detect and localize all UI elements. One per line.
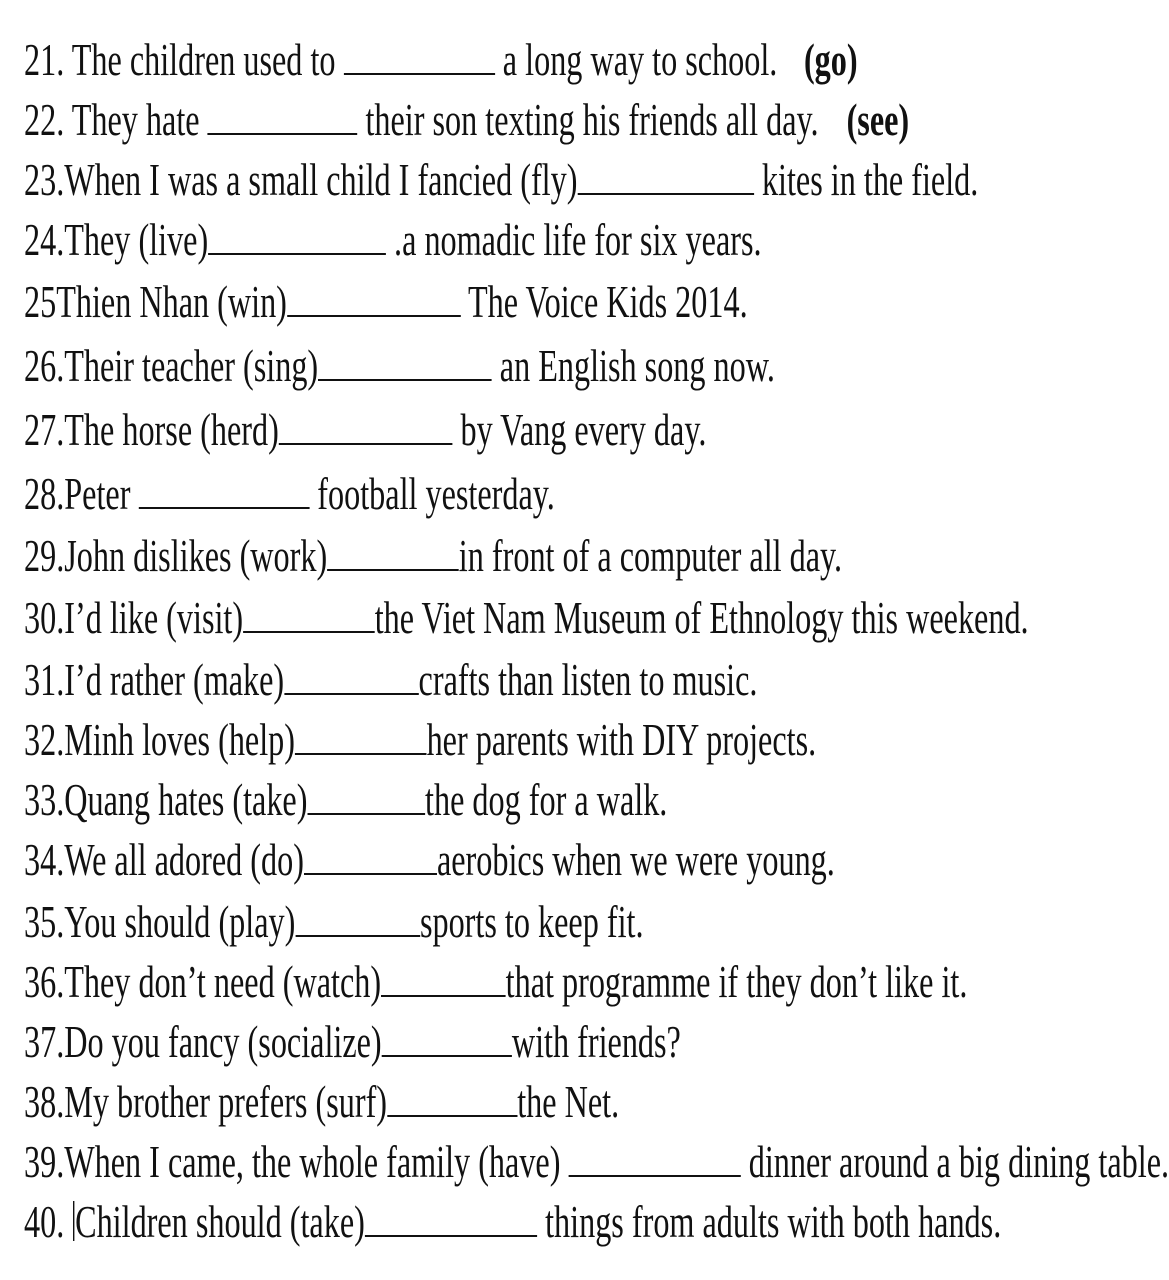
question-number: 28.	[24, 468, 65, 519]
question-row	[24, 588, 1029, 648]
question-text-after: her parents with DIY projects.	[426, 714, 817, 765]
question-text-after: .a nomadic life for six years.	[385, 214, 762, 265]
question-text-before: They hate	[71, 94, 208, 145]
question-text-after: kites in the field.	[753, 154, 979, 205]
answer-blank[interactable]	[284, 657, 418, 695]
answer-blank[interactable]	[381, 959, 506, 997]
question-number: 25	[24, 276, 57, 327]
question-number: 23.	[24, 154, 65, 205]
question-text-after: a long way to school.	[494, 34, 778, 85]
question-row	[24, 90, 1004, 150]
question-text-before: My brother prefers (surf)	[64, 1076, 388, 1127]
question-row	[24, 952, 1004, 1012]
question-text-before: We all adored (do)	[64, 834, 304, 885]
answer-blank[interactable]	[344, 37, 495, 75]
question-number: 39.	[24, 1136, 65, 1187]
question-number: 37.	[24, 1016, 65, 1067]
question-number: 35.	[24, 896, 65, 947]
answer-blank[interactable]	[287, 279, 461, 317]
verb-hint: (go)	[803, 34, 858, 85]
question-text-after: that programme if they don’t like it.	[505, 956, 968, 1007]
answer-blank[interactable]	[138, 471, 309, 509]
question-row	[24, 272, 1004, 332]
question-number: 29.	[24, 530, 65, 581]
answer-blank[interactable]	[387, 1079, 517, 1117]
question-text-after: football yesterday.	[309, 468, 555, 519]
question-row	[24, 150, 1004, 210]
question-text-after: by Vang every day.	[452, 404, 707, 455]
question-text-before: They don’t need (watch)	[64, 956, 382, 1007]
question-text-after: The Voice Kids 2014.	[460, 276, 748, 327]
answer-blank[interactable]	[307, 777, 425, 815]
question-text-before: You should (play)	[64, 896, 296, 947]
question-number: 30.	[24, 592, 65, 643]
answer-blank[interactable]	[569, 1139, 741, 1177]
question-row	[24, 210, 1004, 270]
question-text-after: in front of a computer all day.	[458, 530, 843, 581]
question-number: 31.	[24, 654, 65, 705]
question-text-before: The horse (herd)	[64, 404, 279, 455]
question-text-after: their son texting his friends all day.	[357, 94, 819, 145]
question-row	[24, 30, 1004, 90]
question-text-after: things from adults with both hands.	[537, 1196, 1002, 1247]
question-text-after: the Viet Nam Museum of Ethnology this weekend.	[374, 592, 1029, 643]
answer-blank[interactable]	[295, 717, 427, 755]
answer-blank[interactable]	[243, 595, 375, 633]
question-number: 38.	[24, 1076, 65, 1127]
question-number: 27.	[24, 404, 65, 455]
question-number: 21.	[24, 34, 72, 85]
verb-hint: (see)	[846, 94, 910, 145]
question-row	[24, 830, 1004, 890]
answer-blank[interactable]	[295, 899, 420, 937]
question-text-before: Minh loves (help)	[64, 714, 295, 765]
question-row	[24, 710, 1004, 770]
question-row	[24, 770, 1004, 830]
question-row	[24, 892, 1004, 952]
question-row	[24, 526, 1004, 586]
question-row	[24, 1132, 1169, 1192]
answer-blank[interactable]	[318, 343, 492, 381]
question-text-before: Do you fancy (socialize)	[64, 1016, 382, 1067]
question-number: 33.	[24, 774, 65, 825]
question-text-before: Children should (take)	[75, 1196, 365, 1247]
answer-blank[interactable]	[208, 97, 358, 135]
question-text-before: Peter	[64, 468, 139, 519]
answer-blank[interactable]	[304, 837, 437, 875]
question-text-after: with friends?	[511, 1016, 681, 1067]
question-text-before: Their teacher (sing)	[64, 340, 319, 391]
question-text-before: When I came, the whole family (have)	[64, 1136, 569, 1187]
question-row	[24, 464, 1004, 524]
question-number: 26.	[24, 340, 65, 391]
question-text-before: The children used to	[71, 34, 344, 85]
question-number: 24.	[24, 214, 65, 265]
answer-blank[interactable]	[327, 533, 459, 571]
answer-blank[interactable]	[382, 1019, 512, 1057]
question-row	[24, 1072, 1004, 1132]
answer-blank[interactable]	[365, 1199, 537, 1237]
question-number: 22.	[24, 94, 72, 145]
question-text-before: They (live)	[64, 214, 209, 265]
question-text-before: I’d like (visit)	[64, 592, 244, 643]
answer-blank[interactable]	[279, 407, 453, 445]
question-row	[24, 650, 1004, 710]
question-text-before: When I was a small child I fancied (fly)	[64, 154, 578, 205]
question-number: 34.	[24, 834, 65, 885]
question-row	[24, 400, 1004, 460]
question-text-after: the dog for a walk.	[425, 774, 668, 825]
question-number: 40.	[24, 1196, 73, 1247]
question-text-after: an English song now.	[491, 340, 775, 391]
answer-blank[interactable]	[208, 217, 386, 255]
question-text-before: I’d rather (make)	[64, 654, 285, 705]
question-row	[24, 1192, 1004, 1252]
question-text-after: crafts than listen to music.	[418, 654, 758, 705]
question-text-before: Thien Nhan (win)	[56, 276, 287, 327]
question-text-after: dinner around a big dining table.	[740, 1136, 1169, 1187]
question-text-after: sports to keep fit.	[419, 896, 644, 947]
question-number: 36.	[24, 956, 65, 1007]
question-row	[24, 336, 1004, 396]
question-number: 32.	[24, 714, 65, 765]
question-text-before: Quang hates (take)	[64, 774, 308, 825]
question-text-before: John dislikes (work)	[64, 530, 328, 581]
question-row	[24, 1012, 1004, 1072]
question-text-after: the Net.	[517, 1076, 620, 1127]
answer-blank[interactable]	[577, 157, 753, 195]
question-text-after: aerobics when we were young.	[436, 834, 835, 885]
